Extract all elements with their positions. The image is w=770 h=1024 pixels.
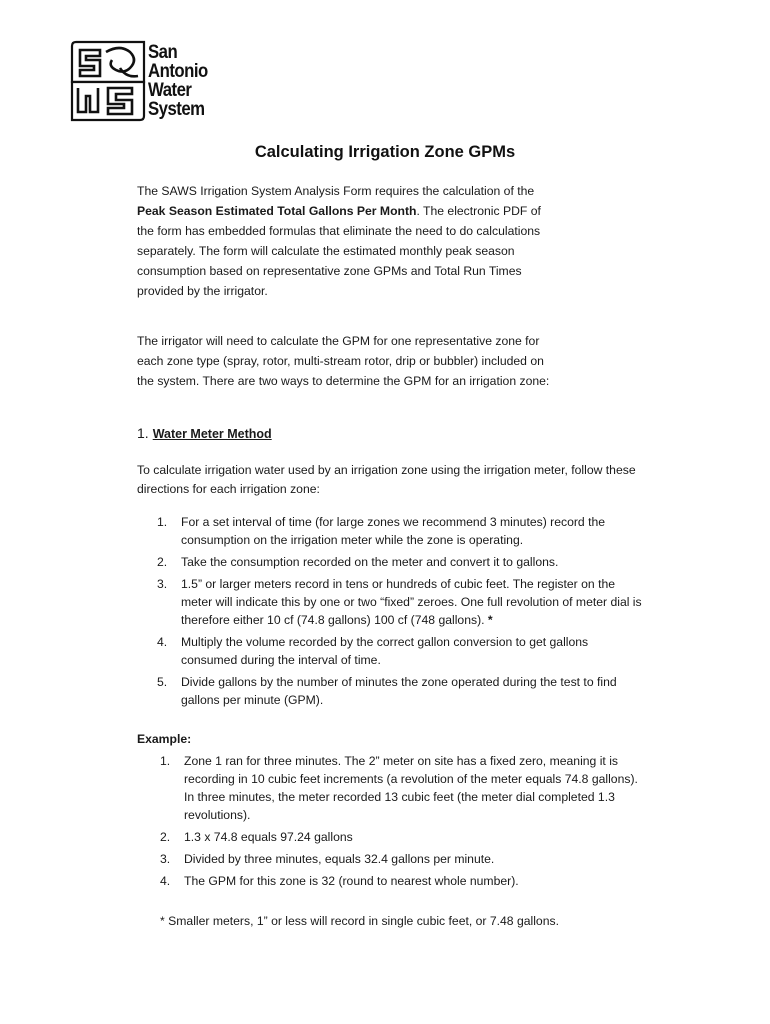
example-step-text: Zone 1 ran for three minutes. The 2” meter on site has a fixed zero, meaning it is recording in 10 cubic feet increments (a revolution of the meter equals 74.8 gallons). In three minutes, the meter recorded 13 cubic feet (the meter dial completed 1.3 revolutions).	[184, 754, 638, 822]
example-step-text: The GPM for this zone is 32 (round to nearest whole number).	[184, 874, 519, 888]
logo-wordmark	[148, 43, 208, 119]
example-step-number: 4.	[160, 874, 171, 888]
footnote-mark: *	[487, 613, 493, 627]
logo-line-system: System	[148, 98, 205, 120]
footnote: * Smaller meters, 1” or less will record in single cubic feet, or 7.48 gallons.	[160, 914, 559, 928]
step-number: 3.	[157, 577, 168, 591]
second-paragraph: The irrigator will need to calculate the GPM for one representative zone for each zone type (spray, rotor, multi-stream rotor, drip or bubbler) included on the system. There are two ways to determine the GPM for an irrigation zone:	[137, 334, 550, 388]
logo-line-antonio: Antonio	[148, 60, 208, 82]
list-item	[137, 673, 647, 709]
list-item	[137, 850, 647, 868]
list-item	[137, 872, 647, 890]
saws-logo	[68, 38, 218, 128]
step-text: 1.5” or larger meters record in tens or hundreds of cubic feet. The register on the meter will indicate this by one or two “fixed” zeroes. One full revolution of meter dial is therefore either 10 cf (74.8 gallons) 100 cf (748 gallons).	[181, 577, 642, 627]
intro-paragraph	[137, 181, 557, 301]
intro-text-b: . The electronic PDF of the form has embedded formulas that eliminate the need to do calculations separately. The form will calculate the estimated monthly peak season consumption based on representative zone GPMs and Total Run Times provided by the irrigator.	[137, 204, 541, 298]
step-text: For a set interval of time (for large zones we recommend 3 minutes) record the consumption on the irrigation meter while the zone is operating.	[181, 515, 606, 547]
list-item	[137, 828, 647, 846]
list-item	[137, 752, 647, 824]
example-heading: Example:	[137, 732, 192, 746]
list-item	[137, 553, 647, 571]
example-step-text: 1.3 x 74.8 equals 97.24 gallons	[184, 830, 353, 844]
step-number: 2.	[157, 555, 168, 569]
method-steps-list	[137, 513, 647, 713]
intro-bold-text: Peak Season Estimated Total Gallons Per Month	[137, 204, 417, 218]
saws-emblem-icon	[68, 38, 148, 124]
step-text: Multiply the volume recorded by the correct gallon conversion to get gallons consumed during the interval of time.	[181, 635, 589, 667]
list-item	[137, 633, 647, 669]
step-number: 4.	[157, 635, 168, 649]
intro-text-a: The SAWS Irrigation System Analysis Form requires the calculation of the	[137, 184, 535, 198]
example-step-number: 3.	[160, 852, 171, 866]
method-label: Water Meter Method	[152, 427, 272, 441]
example-step-number: 2.	[160, 830, 171, 844]
method-heading	[137, 425, 272, 441]
logo-line-san: San	[148, 41, 178, 63]
step-number: 5.	[157, 675, 168, 689]
method-number: 1.	[137, 425, 149, 441]
method-intro: To calculate irrigation water used by an irrigation zone using the irrigation meter, follow these directions for each irrigation zone:	[137, 463, 636, 496]
step-text: Take the consumption recorded on the meter and convert it to gallons.	[181, 555, 559, 569]
list-item	[137, 575, 647, 629]
example-steps-list	[137, 752, 647, 894]
step-number: 1.	[157, 515, 168, 529]
list-item	[137, 513, 647, 549]
logo-line-water: Water	[148, 79, 192, 101]
example-step-number: 1.	[160, 754, 171, 768]
example-step-text: Divided by three minutes, equals 32.4 gallons per minute.	[184, 852, 495, 866]
page-title: Calculating Irrigation Zone GPMs	[254, 143, 516, 161]
step-text: Divide gallons by the number of minutes the zone operated during the test to find gallons per minute (GPM).	[181, 675, 617, 707]
